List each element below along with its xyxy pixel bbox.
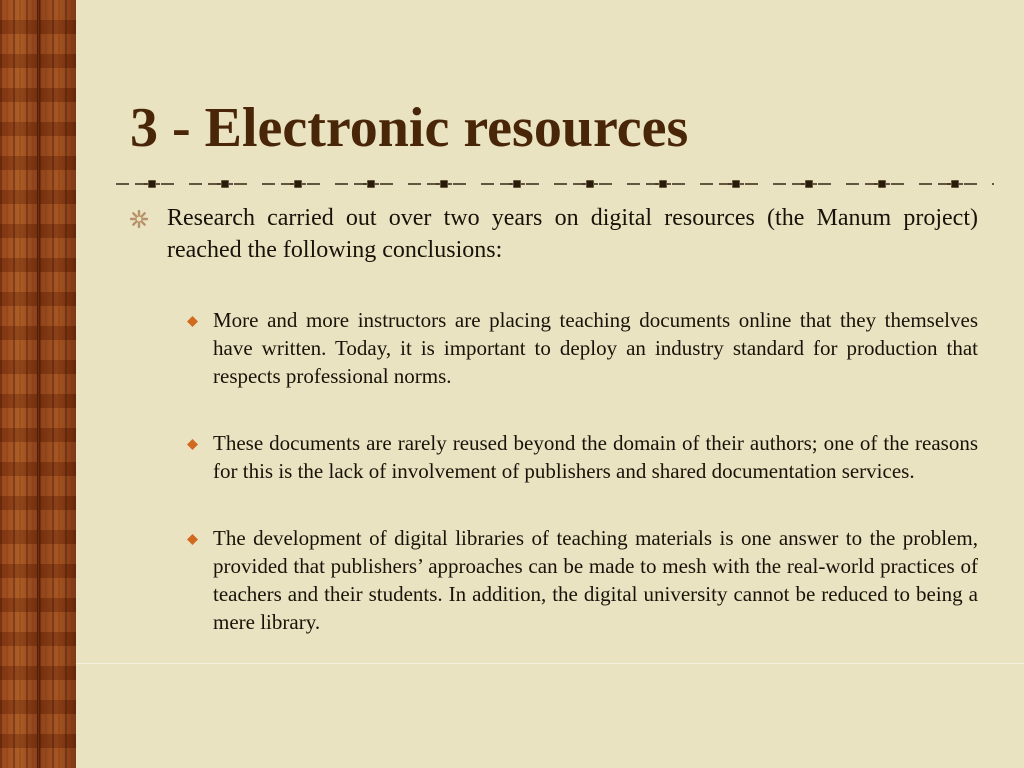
sub-bullet-item [184,306,978,390]
diamond-icon [187,316,198,327]
wood-seam [37,0,40,768]
diamond-icon [187,534,198,545]
main-bullet-text: Research carried out over two years on digital resources (the Manum project) reached the following conclusions: [167,205,978,263]
slide-body [130,202,978,636]
sub-bullet-text: These documents are rarely reused beyond the domain of their authors; one of the reasons for this is the lack of involvement of publishers and shared documentation services. [213,431,978,483]
sub-bullet-text: The development of digital libraries of teaching materials is one answer to the problem, provided that publishers’ approaches can be made to mesh with the real-world practices of teachers and their students. In addition, the digital university cannot be reduced to being a mere library. [213,526,978,634]
main-bullet-item [130,202,978,266]
slide-title: 3 - Electronic resources [130,97,689,159]
sub-bullet-item [184,524,978,636]
sub-bullet-text: More and more instructors are placing teaching documents online that they themselves have written. Today, it is important to deploy an industry standard for production that respects professional norms. [213,308,978,388]
star-icon [130,210,148,228]
wood-texture-border [0,0,76,768]
bottom-rule [76,663,1024,664]
sub-bullet-item [184,429,978,485]
dash-dot-divider [116,178,994,190]
diamond-icon [187,439,198,450]
